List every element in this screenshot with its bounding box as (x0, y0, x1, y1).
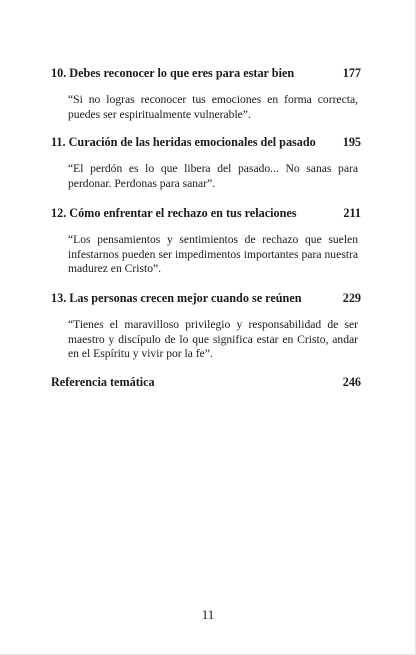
chapter-page-number: 211 (343, 206, 361, 220)
toc-entry-10 (51, 65, 361, 122)
chapter-page-number: 177 (342, 66, 361, 80)
toc-entry-13 (51, 290, 361, 362)
chapter-title: 10. Debes reconocer lo que eres para estar bien (51, 66, 295, 80)
chapter-title: 13. Las personas crecen mejor cuando se reúnen (51, 291, 302, 305)
toc-entry-reference (51, 374, 361, 390)
toc-entry-12 (51, 205, 361, 277)
toc-heading (51, 374, 361, 390)
toc-heading (51, 290, 361, 306)
toc-heading (51, 65, 361, 81)
chapter-page-number: 195 (342, 135, 361, 149)
reference-page-number: 246 (342, 375, 361, 389)
reference-title: Referencia temática (51, 375, 155, 389)
toc-heading (51, 205, 361, 221)
chapter-quote: “Los pensamientos y sentimientos de rechazo que suelen infestarnos pueden ser impedimentos importantes para nuestra madurez en Cristo”. (68, 233, 358, 276)
chapter-page-number: 229 (342, 291, 361, 305)
chapter-quote: “Si no logras reconocer tus emociones en forma correcta, puedes ser espiritualmente vulnerable”. (68, 93, 358, 121)
chapter-title: 11. Curación de las heridas emocionales del pasado (51, 135, 316, 149)
toc-heading (51, 134, 361, 150)
chapter-quote: “Tienes el maravilloso privilegio y responsabilidad de ser maestro y discípulo de lo que significa estar en Cristo, andar en el Espíritu y vivir por la fe”. (68, 318, 358, 361)
page-number: 11 (201, 607, 215, 622)
toc-entry-11 (51, 134, 361, 191)
chapter-quote: “El perdón es lo que libera del pasado... No sanas para perdonar. Perdonas para sanar”. (68, 162, 358, 190)
chapter-title: 12. Cómo enfrentar el rechazo en tus relaciones (51, 206, 297, 220)
